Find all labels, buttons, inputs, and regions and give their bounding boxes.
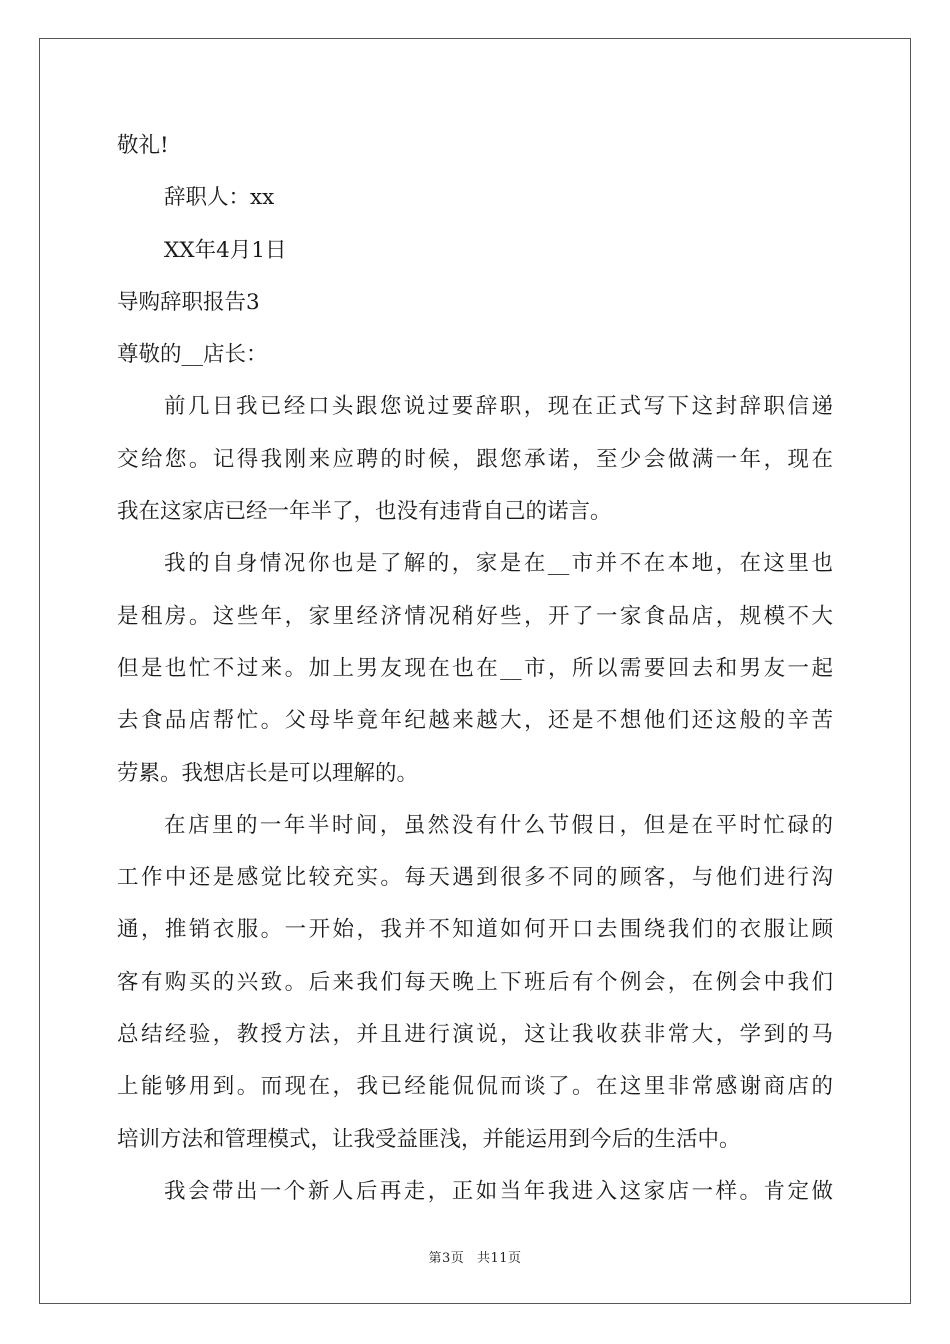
text-line: 是租房。这些年，家里经济情况稍好些，开了一家食品店，规模不大 bbox=[117, 603, 833, 629]
text-line: 通，推销衣服。一开始，我并不知道如何开口去围绕我们的衣服让顾 bbox=[117, 917, 833, 943]
total-pages-label: 共11页 bbox=[476, 1251, 522, 1266]
text-line: 总结经验，教授方法，并且进行演说，这让我收获非常大，学到的马 bbox=[117, 1022, 833, 1048]
text-line: 去食品店帮忙。父母毕竟年纪越来越大，还是不想他们还这般的辛苦 bbox=[117, 708, 833, 734]
text-line: 但是也忙不过来。加上男友现在也在__市，所以需要回去和男友一起 bbox=[117, 655, 833, 681]
text-line: 我的自身情况你也是了解的，家是在__市并不在本地，在这里也 bbox=[164, 551, 833, 577]
text-line: XX年4月1日 bbox=[164, 237, 287, 263]
text-line: 客有购买的兴致。后来我们每天晚上下班后有个例会，在例会中我们 bbox=[117, 969, 833, 995]
document-body bbox=[117, 120, 833, 1218]
text-line: 敬礼! bbox=[117, 133, 169, 158]
text-line: 导购辞职报告3 bbox=[117, 289, 260, 315]
text-line: 前几日我已经口头跟您说过要辞职，现在正式写下这封辞职信递 bbox=[164, 394, 833, 420]
text-line: 交给您。记得我刚来应聘的时候，跟您承诺，至少会做满一年，现在 bbox=[117, 446, 833, 472]
text-line: 尊敬的__店长： bbox=[117, 342, 268, 368]
text-line: 培训方法和管理模式，让我受益匪浅，并能运用到今后的生活中。 bbox=[117, 1126, 741, 1152]
page-footer bbox=[0, 1247, 950, 1266]
text-line: 我会带出一个新人后再走，正如当年我进入这家店一样。肯定做 bbox=[164, 1178, 833, 1204]
current-page-label: 第3页 bbox=[428, 1251, 465, 1266]
text-line: 我在这家店已经一年半了，也没有违背自己的诺言。 bbox=[117, 499, 612, 525]
text-line: 工作中还是感觉比较充实。每天遇到很多不同的顾客，与他们进行沟 bbox=[117, 865, 833, 891]
text-line: 劳累。我想店长是可以理解的。 bbox=[117, 760, 419, 786]
text-line: 上能够用到。而现在，我已经能侃侃而谈了。在这里非常感谢商店的 bbox=[117, 1074, 833, 1100]
text-line: 在店里的一年半时间，虽然没有什么节假日，但是在平时忙碌的 bbox=[164, 812, 833, 838]
text-line: 辞职人：xx bbox=[164, 185, 275, 211]
